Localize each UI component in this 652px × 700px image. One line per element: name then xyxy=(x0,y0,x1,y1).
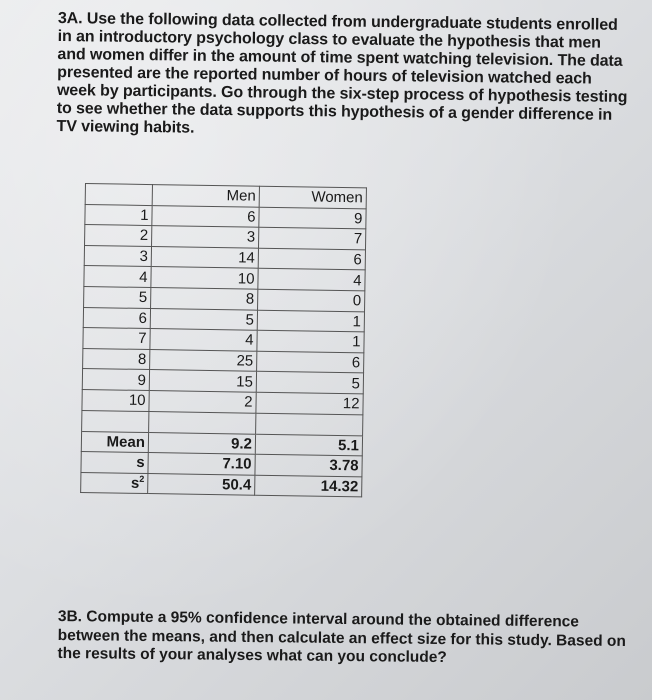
row-id: 2 xyxy=(85,225,152,247)
table-body xyxy=(82,204,366,414)
table-stats xyxy=(81,410,363,497)
data-table-wrapper xyxy=(80,183,367,498)
sd-men: 7.10 xyxy=(148,453,255,475)
header-id xyxy=(85,184,152,206)
question-3b-text: 3B. Compute a 95% confidence interval around the obtained difference between the means, and then calculate an effect size for this study. Based on the results of your analyses what can you conclude? xyxy=(57,608,626,667)
row-women: 1 xyxy=(257,310,364,332)
row-id: 6 xyxy=(83,307,150,329)
row-men: 2 xyxy=(149,390,256,412)
question-3a-text: 3A. Use the following data collected from undergraduate students enrolled in an introductory psychology class to evaluate the hypothesis that men and women differ in the amount of time spent watching television. The data presented are the reported number of hours of television watched each week by participants. Go through the six-step process of hypothesis testing to see whether the data supports this hypothesis of a gender difference in TV viewing habits. xyxy=(56,10,628,137)
row-men: 6 xyxy=(152,205,259,227)
row-id: 1 xyxy=(85,204,152,226)
row-men: 4 xyxy=(150,329,257,351)
row-women: 5 xyxy=(256,372,363,394)
variance-row xyxy=(81,472,362,497)
row-men: 8 xyxy=(151,288,258,310)
row-women: 1 xyxy=(257,330,364,352)
header-women: Women xyxy=(259,186,366,208)
row-women: 0 xyxy=(258,289,365,311)
variance-women: 14.32 xyxy=(255,475,362,497)
row-id: 4 xyxy=(84,266,151,288)
row-men: 3 xyxy=(152,226,259,248)
header-men: Men xyxy=(152,185,259,207)
tv-hours-table xyxy=(80,183,367,498)
row-id: 5 xyxy=(84,286,151,308)
row-women: 6 xyxy=(257,351,364,373)
row-id: 10 xyxy=(82,389,149,411)
row-men: 15 xyxy=(149,370,256,392)
row-id: 7 xyxy=(83,328,150,350)
row-women: 9 xyxy=(259,207,366,229)
row-women: 6 xyxy=(258,248,365,270)
mean-label: Mean xyxy=(81,431,148,453)
mean-men: 9.2 xyxy=(148,432,255,454)
sd-women: 3.78 xyxy=(255,454,362,476)
variance-men: 50.4 xyxy=(148,473,255,495)
variance-label: $s^2$ xyxy=(81,472,148,494)
row-women: 7 xyxy=(259,227,366,249)
sd-label: s xyxy=(81,452,148,474)
row-men: 14 xyxy=(151,246,258,268)
mean-women: 5.1 xyxy=(255,434,362,456)
row-men: 10 xyxy=(151,267,258,289)
row-men: 5 xyxy=(150,308,257,330)
row-men: 25 xyxy=(150,349,257,371)
row-women: 4 xyxy=(258,269,365,291)
row-id: 8 xyxy=(83,348,150,370)
row-id: 9 xyxy=(82,369,149,391)
row-id: 3 xyxy=(84,245,151,267)
row-women: 12 xyxy=(256,392,363,414)
